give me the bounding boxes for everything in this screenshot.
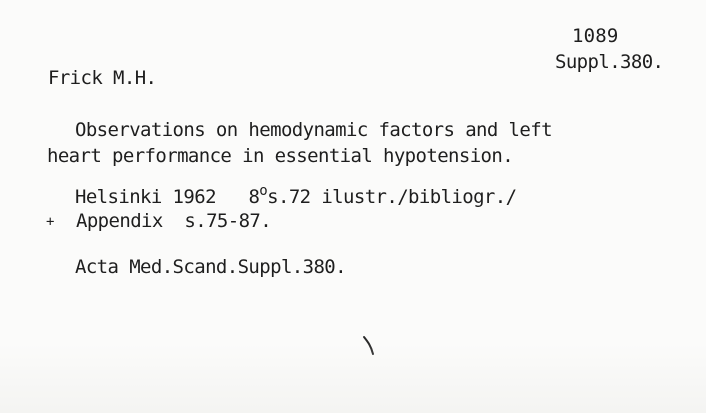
- series-full: Acta Med.Scand.Suppl.380.: [75, 256, 346, 278]
- imprint-line: [75, 183, 517, 210]
- format-degree: o: [259, 183, 268, 199]
- appendix-marker: +: [46, 214, 55, 230]
- series-short: Suppl.380.: [555, 51, 664, 73]
- format-number: 8: [248, 186, 260, 208]
- pencil-tick-mark: [362, 333, 376, 357]
- catalog-number: 1089: [572, 25, 619, 47]
- author: Frick M.H.: [48, 67, 157, 89]
- title-line-2: heart performance in essential hypotension.: [47, 145, 514, 167]
- appendix-line: Appendix s.75-87.: [76, 210, 272, 232]
- imprint-place-year: Helsinki 1962: [75, 186, 216, 208]
- title-line-1: Observations on hemodynamic factors and left: [75, 119, 552, 141]
- imprint-pages: s.72 ilustr./bibliogr./: [267, 186, 517, 208]
